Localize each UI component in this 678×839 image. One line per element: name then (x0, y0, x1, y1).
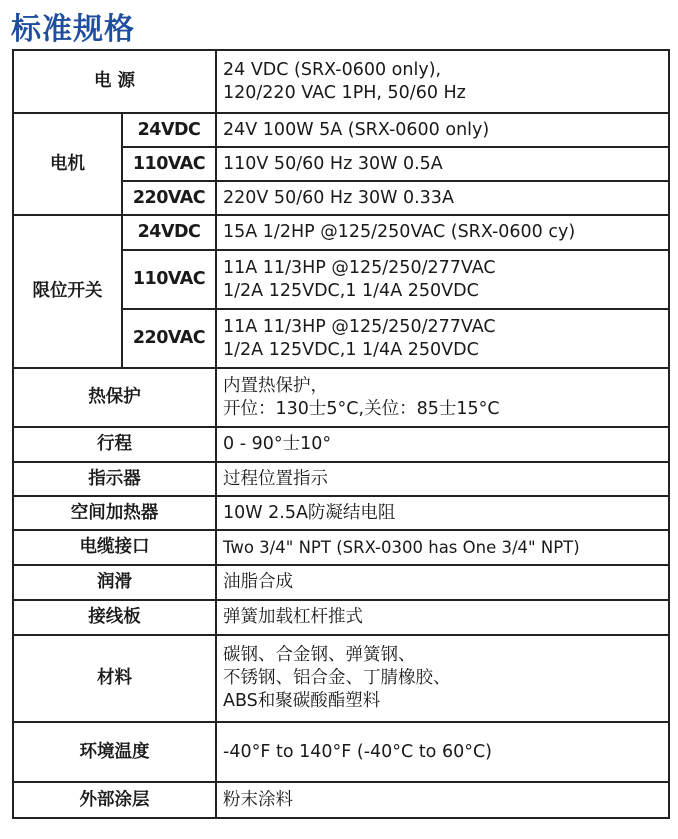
table-row (13, 722, 669, 782)
table-row (13, 50, 669, 113)
spec-table (12, 49, 670, 819)
thermal-line: 内置热保护， (223, 375, 328, 396)
thermal-label: 热保护 (13, 368, 216, 427)
limit-switch-line: 11A 11/3HP @125/250/277VAC (223, 257, 496, 278)
limit-switch-sub-label: 24VDC (122, 215, 216, 250)
material-value (216, 635, 669, 722)
material-line: 不锈钢、铝合金、丁腈橡胶、 (223, 668, 451, 688)
table-row (13, 496, 669, 530)
motor-value: 220V 50/60 Hz 30W 0.33A (216, 181, 669, 215)
table-row (13, 600, 669, 635)
terminal-label: 接线板 (13, 600, 216, 635)
stroke-value: 0 - 90°士10° (216, 427, 669, 462)
thermal-value (216, 368, 669, 427)
temperature-label: 环境温度 (13, 722, 216, 782)
cable-label: 电缆接口 (13, 530, 216, 565)
limit-switch-value (216, 250, 669, 309)
power-line: 120/220 VAC 1PH, 50/60 Hz (223, 82, 466, 103)
power-line: 24 VDC (SRX-0600 only), (223, 59, 442, 80)
table-row (13, 427, 669, 462)
table-row (13, 368, 669, 427)
motor-label: 电机 (13, 113, 122, 215)
motor-value: 24V 100W 5A (SRX-0600 only) (216, 113, 669, 147)
limit-switch-line: 11A 11/3HP @125/250/277VAC (223, 316, 496, 337)
table-row (13, 635, 669, 722)
material-label: 材料 (13, 635, 216, 722)
indicator-value: 过程位置指示 (216, 462, 669, 496)
limit-switch-line: 1/2A 125VDC,1 1/4A 250VDC (223, 280, 479, 301)
limit-switch-value (216, 215, 669, 250)
stroke-label: 行程 (13, 427, 216, 462)
table-row (13, 530, 669, 565)
limit-switch-line: 1/2A 125VDC,1 1/4A 250VDC (223, 339, 479, 360)
material-line: 碳钢、合金钢、弹簧钢、 (223, 645, 416, 665)
limit-switch-value (216, 309, 669, 368)
limit-switch-sub-label: 110VAC (122, 250, 216, 309)
coating-value: 粉末涂料 (216, 782, 669, 818)
indicator-label: 指示器 (13, 462, 216, 496)
page-title: 标准规格 (11, 12, 135, 47)
table-row (13, 215, 669, 250)
power-value (216, 50, 669, 113)
motor-sub-label: 24VDC (122, 113, 216, 147)
coating-label: 外部涂层 (13, 782, 216, 818)
temperature-value: -40°F to 140°F (-40°C to 60°C) (216, 722, 669, 782)
motor-sub-label: 110VAC (122, 147, 216, 181)
heater-value: 10W 2.5A防凝结电阻 (216, 496, 669, 530)
terminal-value: 弹簧加载杠杆推式 (216, 600, 669, 635)
limit-switch-line: 15A 1/2HP @125/250VAC (SRX-0600 cy) (223, 222, 576, 242)
power-label: 电 源 (13, 50, 216, 113)
material-line: ABS和聚碳酸酯塑料 (223, 691, 381, 711)
lubrication-label: 润滑 (13, 565, 216, 600)
limit-switch-sub-label: 220VAC (122, 309, 216, 368)
cable-value: Two 3/4" NPT (SRX-0300 has One 3/4" NPT) (216, 530, 669, 565)
table-row (13, 113, 669, 147)
thermal-line: 开位：130士5°C,关位：85士15°C (223, 398, 500, 419)
table-row (13, 782, 669, 818)
motor-value: 110V 50/60 Hz 30W 0.5A (216, 147, 669, 181)
heater-label: 空间加热器 (13, 496, 216, 530)
table-row (13, 565, 669, 600)
table-row (13, 462, 669, 496)
lubrication-value: 油脂合成 (216, 565, 669, 600)
motor-sub-label: 220VAC (122, 181, 216, 215)
limit-switch-label: 限位开关 (13, 215, 122, 368)
